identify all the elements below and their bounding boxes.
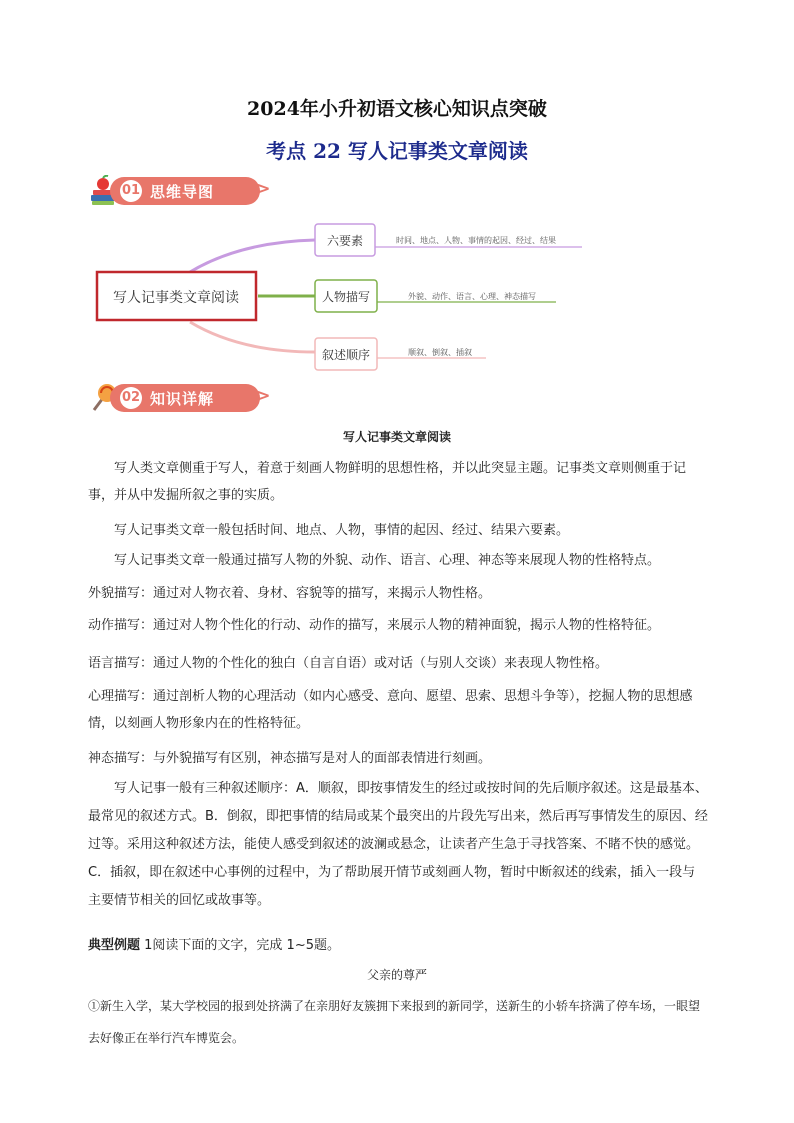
paragraph: 写人记事类文章一般通过描写人物的外貌、动作、语言、心理、神态等来展现人物的性格特点。 xyxy=(114,553,661,568)
double-chevron-icon: >> xyxy=(244,179,269,199)
double-chevron-icon: >> xyxy=(244,386,269,406)
paragraph: 语言描写：通过人物的个性化的独白（自言自语）或对话（与别人交谈）来表现人物性格。 xyxy=(88,656,609,671)
branch-label-2: 人物描写 xyxy=(321,290,371,304)
paragraph: 动作描写：通过对人物个性化的行动、动作的描写，来展示人物的精神面貌，揭示人物的性格特征。 xyxy=(88,618,661,633)
example-instruction: 1阅读下面的文字，完成 1~5题。 xyxy=(144,938,340,953)
branch-label-3: 叙述顺序 xyxy=(321,348,371,362)
story-paragraph: ①新生入学，某大学校园的报到处挤满了在亲朋好友簇拥下来报到的新同学，送新生的小轿车挤满了停车场，一眼望去好像正在举行汽车博览会。 xyxy=(88,999,701,1045)
banner-label: 知识详解 xyxy=(150,390,215,408)
paragraph: 写人类文章侧重于写人，着意于刻画人物鲜明的思想性格，并以此突显主题。记事类文章则侧重于记事，并从中发掘所叙之事的实质。 xyxy=(88,461,687,503)
mindmap xyxy=(90,214,610,374)
paragraph: 写人记事一般有三种叙述顺序：A．顺叙，即按事情发生的经过或按时间的先后顺序叙述。这是最基本、最常见的叙述方式。B．倒叙，即把事情的结局或某个最突出的片段先写出来，然后再写事情发生的原因、经过等。采用这种叙述方法，能使人感受到叙述的波澜或悬念，让读者产生急于寻找答案、不睹不快的感觉。C．插叙，即在叙述中心事例的过程中，为了帮助展开情节或刻画人物，暂时中断叙述的线索，插入一段与主要情节相关的回忆或故事等。 xyxy=(88,781,708,908)
paragraph: 写人记事类文章一般包括时间、地点、人物，事情的起因、经过、结果六要素。 xyxy=(114,523,570,538)
paragraph: 心理描写：通过剖析人物的心理活动（如内心感受、意向、愿望、思索、思想斗争等），挖掘人物的思想感情，以刻画人物形象内在的性格特征。 xyxy=(88,689,693,731)
branch-label-1: 六要素 xyxy=(326,234,364,248)
branch-detail-1: 时间、地点、人物、事情的起因、经过、结果 xyxy=(396,236,556,245)
mindmap-banner xyxy=(88,175,288,207)
banner-number: 02 xyxy=(120,387,142,409)
topic-title: 考点 22 写人记事类文章阅读 xyxy=(266,139,528,163)
mindmap-root: 写人记事类文章阅读 xyxy=(113,289,239,305)
branch-detail-2: 外貌、动作、语言、心理、神态描写 xyxy=(408,292,536,301)
knowledge-banner xyxy=(88,382,288,414)
branch-detail-3: 顺叙、倒叙、插叙 xyxy=(408,348,472,357)
banner-number: 01 xyxy=(120,180,142,202)
branch-connector-1 xyxy=(190,240,315,272)
document-title: 2024年小升初语文核心知识点突破 xyxy=(247,98,547,120)
paragraph: 外貌描写：通过对人物衣着、身材、容貌等的描写，来揭示人物性格。 xyxy=(88,586,492,601)
paragraph: 神态描写：与外貌描写有区别，神态描写是对人的面部表情进行刻画。 xyxy=(88,751,492,766)
branch-connector-3 xyxy=(190,322,315,352)
story-title: 父亲的尊严 xyxy=(366,968,427,982)
section-heading: 写人记事类文章阅读 xyxy=(342,430,451,444)
banner-label: 思维导图 xyxy=(150,183,215,201)
example-label: 典型例题 xyxy=(88,938,141,953)
example-line xyxy=(88,934,708,953)
